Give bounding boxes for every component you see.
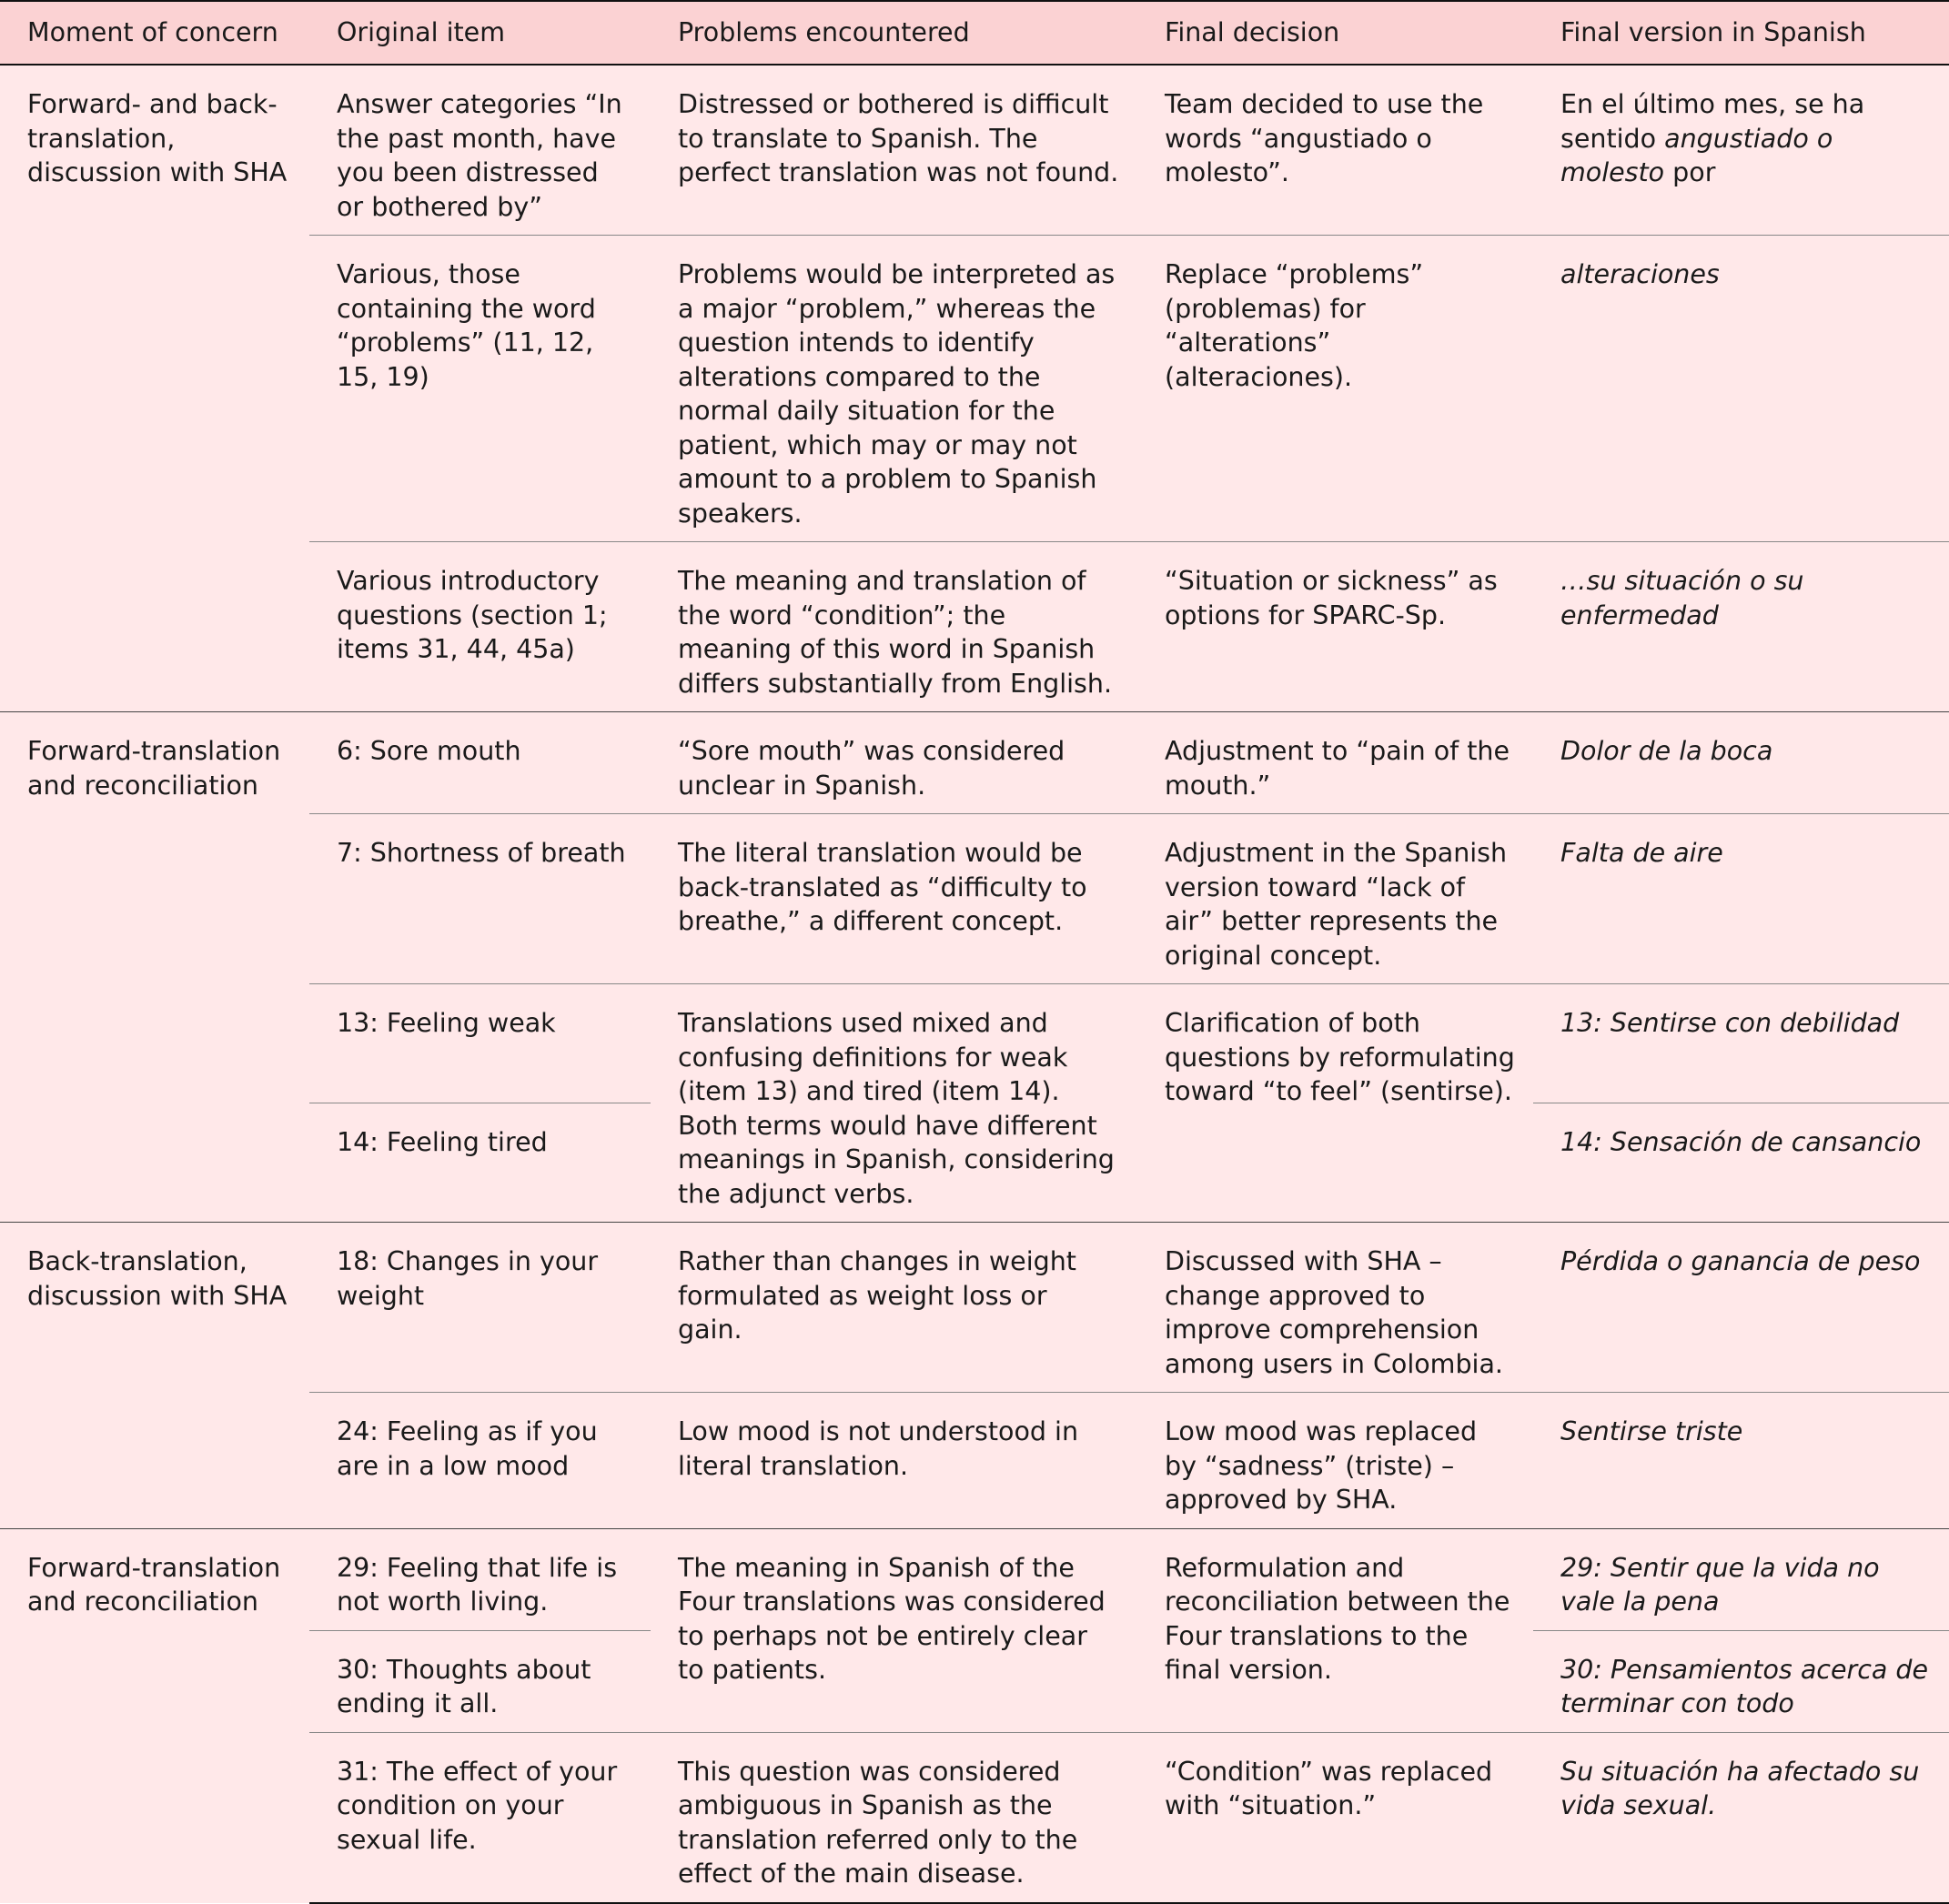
problem-cell: Distressed or bothered is difficult to translate to Spanish. The perfect translation was not found. (651, 65, 1137, 236)
original-item-cell: 6: Sore mouth (309, 712, 651, 814)
original-item-cell: Various introductory questions (section 1; items 31, 44, 45a) (309, 542, 651, 712)
moment-cell: Back-translation, discussion with SHA (0, 1223, 309, 1529)
table-row (0, 1223, 1949, 1393)
table-row (0, 65, 1949, 236)
problem-cell: Problems would be interpreted as a major “problem,” whereas the question intends to identify alterations compared to the normal daily situation for the patient, which may or may not amount to a problem to Spanish speakers. (651, 236, 1137, 542)
problem-cell: Translations used mixed and confusing definitions for weak (item 13) and tired (item 14). Both terms would have different meanings in Spanish, considering the adjunct verbs. (651, 984, 1137, 1223)
header-final-version-spanish: Final version in Spanish (1533, 1, 1949, 65)
spanish-version-cell: Dolor de la boca (1533, 712, 1949, 814)
problem-cell: “Sore mouth” was considered unclear in Spanish. (651, 712, 1137, 814)
decision-cell: Replace “problems” (problemas) for “alterations” (alteraciones). (1137, 236, 1533, 542)
problem-cell: Low mood is not understood in literal translation. (651, 1393, 1137, 1529)
header-moment-of-concern: Moment of concern (0, 1, 309, 65)
spanish-version-cell: Sentirse triste (1533, 1393, 1949, 1529)
decision-cell: Discussed with SHA – change approved to improve comprehension among users in Colombia. (1137, 1223, 1533, 1393)
decision-cell: “Situation or sickness” as options for SPARC-Sp. (1137, 542, 1533, 712)
problem-cell: The meaning in Spanish of the Four translations was considered to perhaps not be entirely clear to patients. (651, 1528, 1137, 1732)
original-item-cell: Answer categories “In the past month, have you been distressed or bothered by” (309, 65, 651, 236)
original-item-cell: 13: Feeling weak (309, 984, 651, 1103)
problem-cell: The literal translation would be back-translated as “difficulty to breathe,” a different concept. (651, 814, 1137, 984)
decision-cell: Clarification of both questions by reformulating toward “to feel” (sentirse). (1137, 984, 1533, 1223)
spanish-version-cell: 14: Sensación de cansancio (1533, 1103, 1949, 1223)
moment-cell: Forward-translation and reconciliation (27, 1552, 281, 1617)
decision-cell: Team decided to use the words “angustiado o molesto”. (1137, 65, 1533, 236)
original-item-cell: 31: The effect of your condition on your sexual life. (309, 1732, 651, 1903)
spanish-version-cell (1533, 65, 1949, 236)
problem-cell: This question was considered ambiguous in Spanish as the translation referred only to the effect of the main disease. (651, 1732, 1137, 1903)
spanish-version-cell: 29: Sentir que la vida no vale la pena (1533, 1528, 1949, 1630)
spanish-text-italic: angustiado o molesto (1560, 123, 1833, 187)
spanish-version-cell: …su situación o su enfermedad (1533, 542, 1949, 712)
spanish-version-cell: Pérdida o ganancia de peso (1533, 1223, 1949, 1393)
decision-cell: Adjustment to “pain of the mouth.” (1137, 712, 1533, 814)
decision-cell: Reformulation and reconciliation between the Four translations to the final version. (1137, 1528, 1533, 1732)
original-item-cell: 7: Shortness of breath (309, 814, 651, 984)
header-final-decision: Final decision (1137, 1, 1533, 65)
original-item-cell: 29: Feeling that life is not worth living. (309, 1528, 651, 1630)
spanish-text: por (1664, 157, 1716, 187)
header-original-item: Original item (309, 1, 651, 65)
spanish-version-cell: Su situación ha afectado su vida sexual. (1533, 1732, 1949, 1903)
decision-cell: “Condition” was replaced with “situation.” (1137, 1732, 1533, 1903)
decision-cell: Adjustment in the Spanish version toward “lack of air” better represents the original concept. (1137, 814, 1533, 984)
spanish-version-cell: alteraciones (1533, 236, 1949, 542)
table-row (0, 712, 1949, 814)
spanish-text: En el último mes, se ha sentido (1560, 89, 1865, 154)
original-item-cell: Various, those containing the word “problems” (11, 12, 15, 19) (309, 236, 651, 542)
header-problems-encountered: Problems encountered (651, 1, 1137, 65)
table-header-row (0, 1, 1949, 65)
problem-cell: The meaning and translation of the word “condition”; the meaning of this word in Spanish differs substantially from English. (651, 542, 1137, 712)
original-item-cell: 14: Feeling tired (309, 1103, 651, 1223)
spanish-version-cell: 13: Sentirse con debilidad (1533, 984, 1949, 1103)
moment-cell: Forward-translation and reconciliation (0, 712, 309, 1223)
original-item-cell: 18: Changes in your weight (309, 1223, 651, 1393)
spanish-version-cell: 30: Pensamientos acerca de terminar con todo (1533, 1630, 1949, 1732)
decision-cell: Low mood was replaced by “sadness” (triste) – approved by SHA. (1137, 1393, 1533, 1529)
original-item-cell: 30: Thoughts about ending it all. (309, 1630, 651, 1732)
moment-cell: Forward- and back-translation, discussion with SHA (0, 65, 309, 712)
spanish-version-cell: Falta de aire (1533, 814, 1949, 984)
problem-cell: Rather than changes in weight formulated as weight loss or gain. (651, 1223, 1137, 1393)
table-row (0, 1528, 1949, 1630)
original-item-cell: 24: Feeling as if you are in a low mood (309, 1393, 651, 1529)
